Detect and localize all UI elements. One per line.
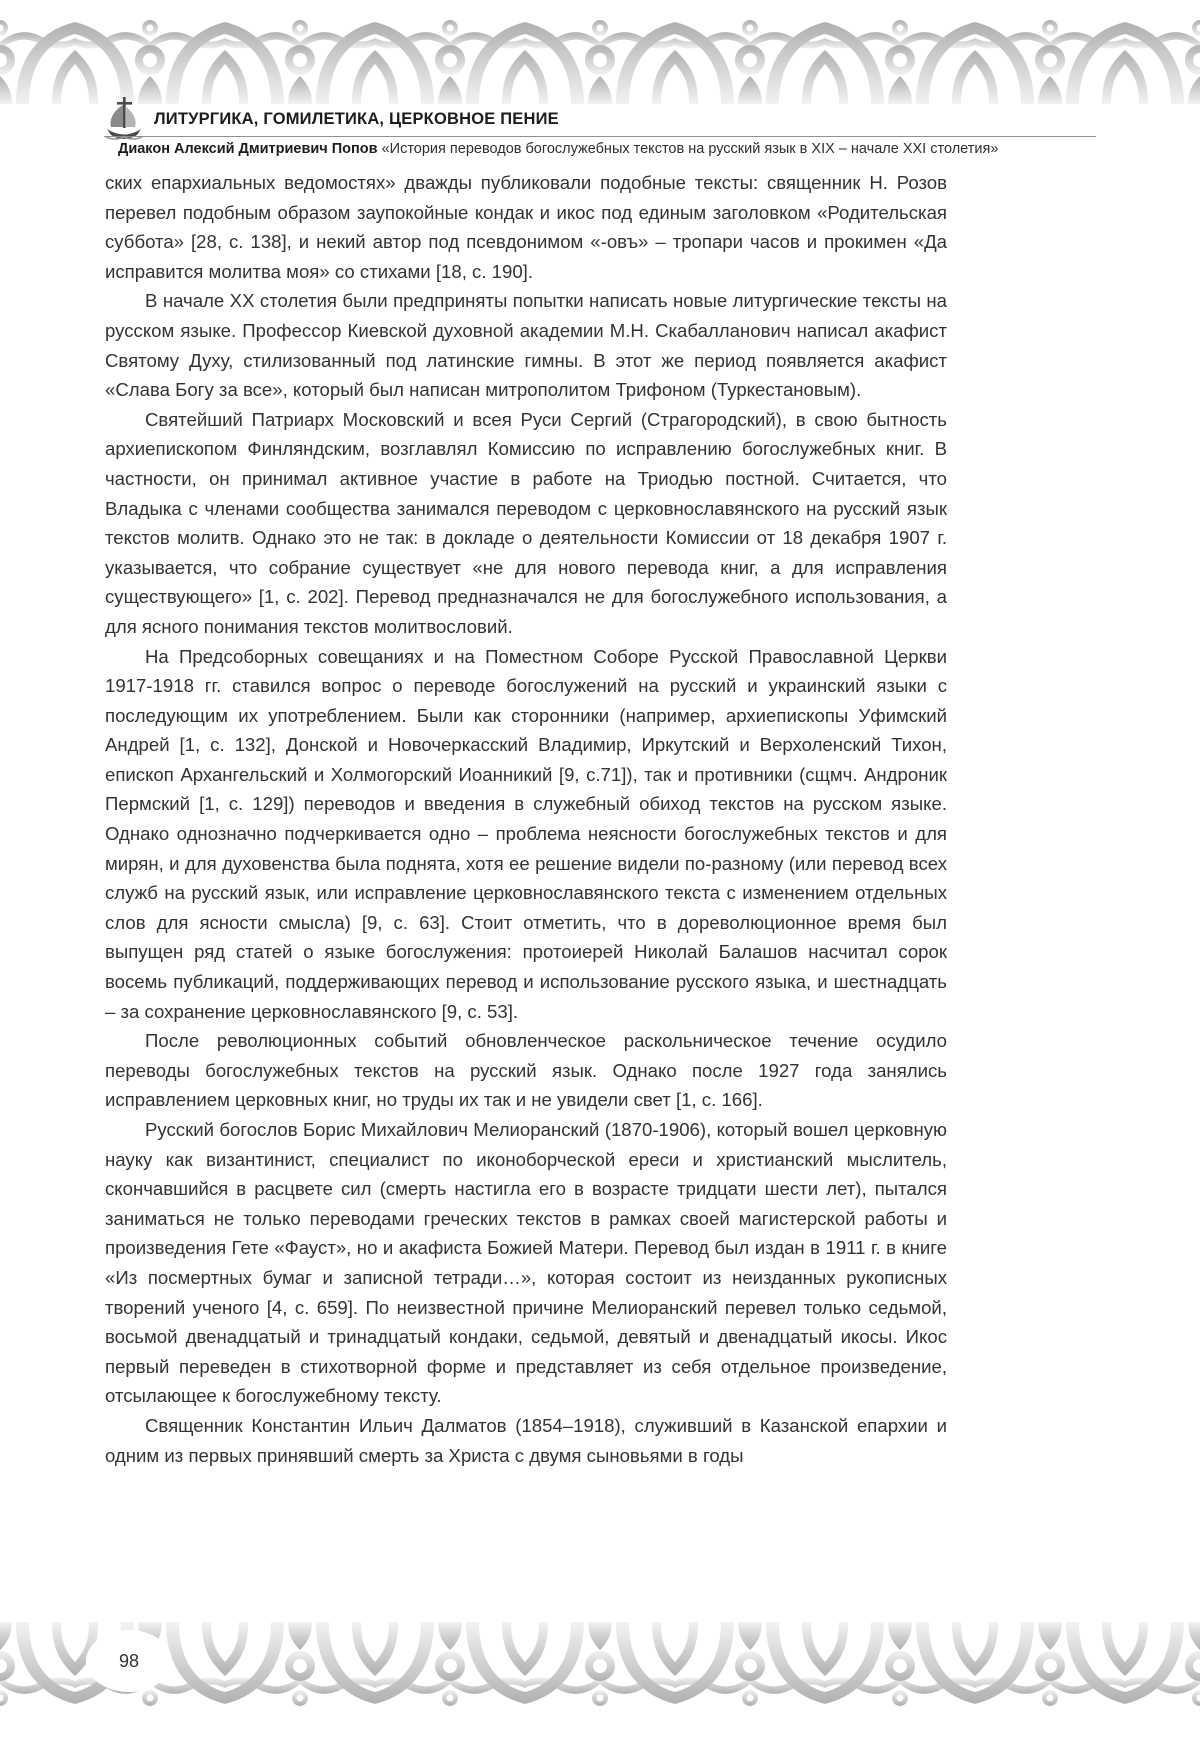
ornament-border-bottom (0, 1622, 1200, 1718)
damask-ornament-icon (0, 8, 1200, 104)
ornament-border-top (0, 8, 1200, 104)
running-title-author: Диакон Алексий Дмитриевич Попов (118, 141, 378, 157)
page-number: 98 (118, 1650, 140, 1671)
header-divider (104, 136, 1096, 137)
paragraph-6: Русский богослов Борис Михайлович Мелиоранский (1870-1906), который вошел церковную науку как византинист, специалист по иконоборческой ереси и христианский мыслитель, скончавшийся в расцвете сил (смерть настигла его в возрасте тридцати шести лет), пытался заниматься не только переводами греческих текстов в рамках своей магистерской работы и произведения Гете «Фауст», но и акафиста Божией Матери. Перевод был издан в 1911 г. в книге «Из посмертных бумаг и записной тетради…», которая состоит из неизданных рукописных творений ученого [4, с. 659]. По неизвестной причине Мелиоранский перевел только седьмой, восьмой двенадцатый и тринадцатый кондаки, седьмой, девятый и двенадцатый икосы. Икос первый переведен в стихотворной форме и представляет из себя отдельное произведение, отсылающее к богослужебному тексту. (105, 1119, 947, 1407)
paragraph-2: В начале XX столетия были предприняты попытки написать новые литургические тексты на русском языке. Профессор Киевской духовной академии М.Н. Скабалланович написал акафист Святому Духу, стилизованный под латинские гимны. В этот же период появляется акафист «Слава Богу за все», который был написан митрополитом Трифоном (Туркестановым). (105, 290, 947, 401)
church-ship-with-cross-icon (104, 96, 144, 140)
section-header: ЛИТУРГИКА, ГОМИЛЕТИКА, ЦЕРКОВНОЕ ПЕНИЕ (154, 109, 559, 128)
paragraph-3: Святейший Патриарх Московский и всея Руси Сергий (Страгородский), в свою бытность архиепископом Финляндским, возглавлял Комиссию по исправлению богослужебных книг. В частности, он принимал активное участие в работе на Триодью постной. Считается, что Владыка с членами сообщества занимался переводом с церковнославянского на русский язык текстов молитв. Однако это не так: в докладе о деятельности Комиссии от 18 декабря 1907 г. указывается, что собрание существует «не для нового перевода книг, а для исправления существующего» [1, с. 202]. Перевод предназначался не для богослужебного использования, а для ясного понимания текстов молитвословий. (105, 408, 947, 637)
paragraph-1: ских епархиальных ведомостях» дважды публиковали подобные тексты: священник Н. Розов перевел подобным образом заупокойные кондак и икос под единым заголовком «Родительская суббота» [28, с. 138], и некий автор под псевдонимом «-овъ» – тропари часов и прокимен «Да исправится молитва моя» со стихами [18, с. 190]. (105, 172, 947, 282)
page-number-medallion (86, 1630, 172, 1692)
paragraph-7: Священник Константин Ильич Далматов (1854–1918), служивший в Казанской епархии и одним из первых принявший смерть за Христа с двумя сыновьями в годы (105, 1414, 947, 1466)
section-header-row (104, 98, 1096, 140)
damask-ornament-icon (0, 1622, 1200, 1718)
paragraph-5: После революционных событий обновленческое раскольническое течение осудило переводы богослужебных текстов на русский язык. Однако после 1927 года занялись исправлением церковных книг, но труды их так и не увидели свет [1, с. 166]. (105, 1030, 947, 1111)
running-title-work: «История переводов богослужебных текстов на русский язык в XIX – начале XXI столетия» (381, 141, 999, 157)
running-title (118, 141, 1096, 157)
paragraph-4: На Предсоборных совещаниях и на Поместном Соборе Русской Православной Церкви 1917-1918 гг. ставился вопрос о переводе богослужений на русский и украинский языки с последующим их употреблением. Были как сторонники (например, архиепископы Уфимский Андрей [1, с. 132], Донской и Новочеркасский Владимир, Иркутский и Верхоленский Тихон, епископ Архангельский и Холмогорский Иоанникий [9, с.71]), так и противники (сщмч. Андроник Пермский [1, с. 129]) переводов и введения в служебный обиход текстов на русском языке. Однако однозначно подчеркивается одно – проблема неясности богослужебных текстов и для мирян, и для духовенства была поднята, хотя ее решение видели по-разному (или перевод всех служб на русский язык, или исправление церковнославянского текста с изменением отдельных слов для ясности смысла) [9, с. 63]. Стоит отметить, что в дореволюционное время был выпущен ряд статей о языке богослужения: протоиерей Николай Балашов насчитал сорок восемь публикаций, поддерживающих перевод и использование русского языка, и шестнадцать – за сохранение церковнославянского [9, с. 53]. (105, 645, 947, 1022)
article-body (105, 168, 947, 1470)
